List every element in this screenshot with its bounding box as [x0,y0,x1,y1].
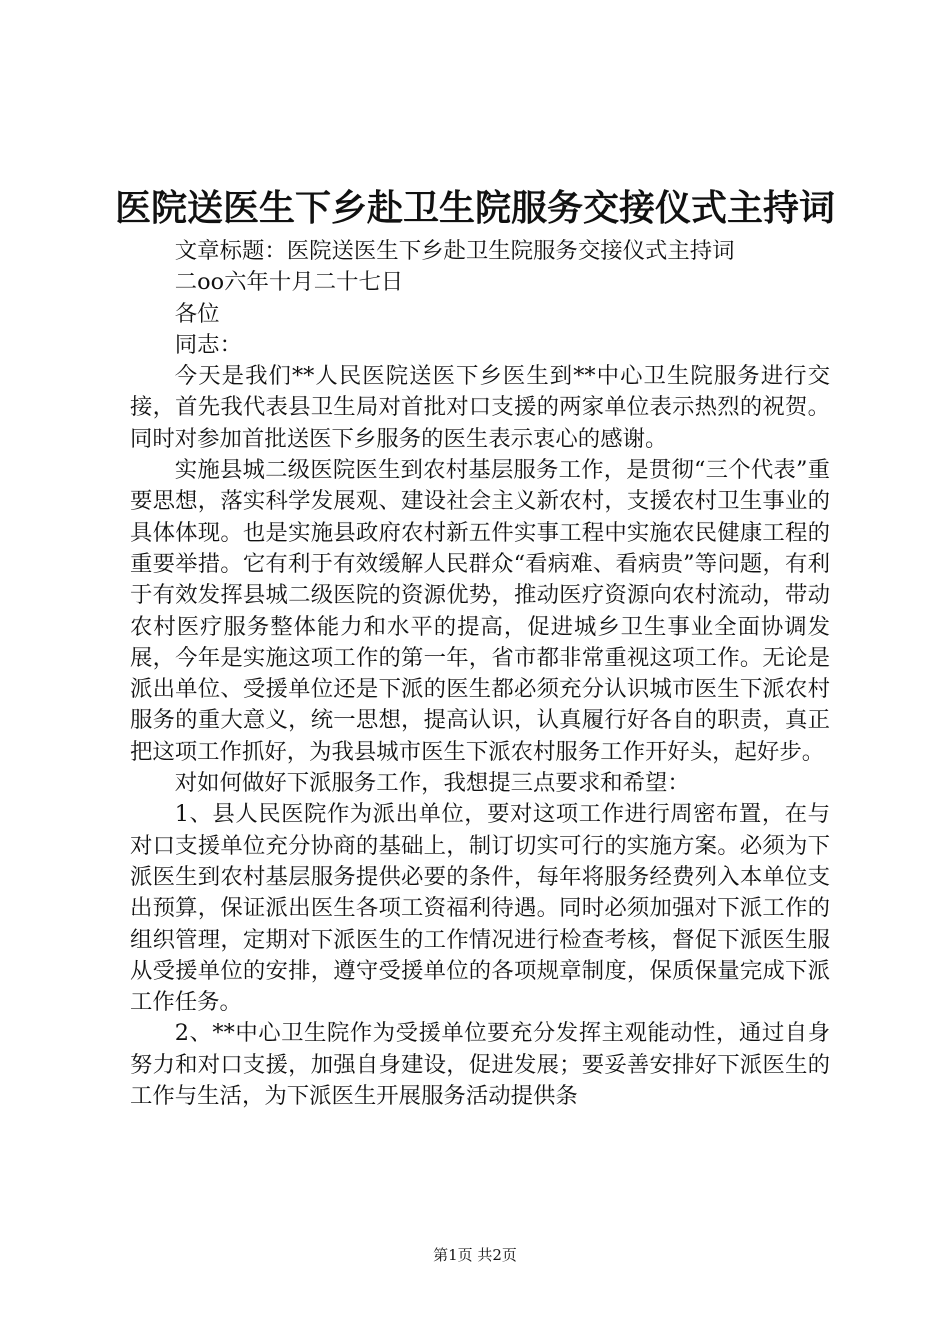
document-body [130,236,830,1112]
paragraph-significance: 实施县城二级医院医生到农村基层服务工作，是贯彻“三个代表”重要思想，落实科学发展观、建设社会主义新农村，支援农村卫生事业的具体体现。也是实施县政府农村新五件实事工程中实施农民健康工程的重要举措。它有利于有效缓解人民群众“看病难、看病贵”等问题，有利于有效发挥县城二级医院的资源优势，推动医疗资源向农村流动，带动农村医疗服务整体能力和水平的提高，促进城乡卫生事业全面协调发展，今年是实施这项工作的第一年，省市都非常重视这项工作。无论是派出单位、受援单位还是下派的医生都必须充分认识城市医生下派农村服务的重大意义，统一思想，提高认识，认真履行好各自的职责，真正把这项工作抓好，为我县城市医生下派农村服务工作开好头，起好步。 [130,457,830,765]
date-line: 二oo六年十月二十七日 [174,269,404,296]
page-number-footer: 第1页 共2页 [433,1246,517,1264]
document-title: 医院送医生下乡赴卫生院服务交接仪式主持词 [114,188,835,229]
article-title-line: 文章标题：医院送医生下乡赴卫生院服务交接仪式主持词 [174,238,735,264]
salutation-line-2: 同志： [174,331,242,358]
paragraph-intro: 今天是我们**人民医院送医下乡医生到**中心卫生院服务进行交接，首先我代表县卫生局对首批对口支援的两家单位表示热烈的祝贺。同时对参加首批送医下乡服务的医生表示衷心的感谢。 [130,363,830,452]
paragraph-requirement-1: 1、县人民医院作为派出单位，要对这项工作进行周密布置，在与对口支援单位充分协商的基础上，制订切实可行的实施方案。必须为下派医生到农村基层服务提供必要的条件，每年将服务经费列入本单位支出预算，保证派出医生各项工资福利待遇。同时必须加强对下派工作的组织管理，定期对下派医生的工作情况进行检查考核，督促下派医生服从受援单位的安排，遵守受援单位的各项规章制度，保质保量完成下派工作任务。 [130,801,830,1016]
paragraph-requirements-lead: 对如何做好下派服务工作，我想提三点要求和希望： [174,770,690,797]
salutation-line-1: 各位 [174,300,220,327]
paragraph-requirement-2: 2、**中心卫生院作为受援单位要充分发挥主观能动性，通过自身努力和对口支援，加强自身建设，促进发展；要妥善安排好下派医生的工作与生活，为下派医生开展服务活动提供条 [130,1020,830,1110]
